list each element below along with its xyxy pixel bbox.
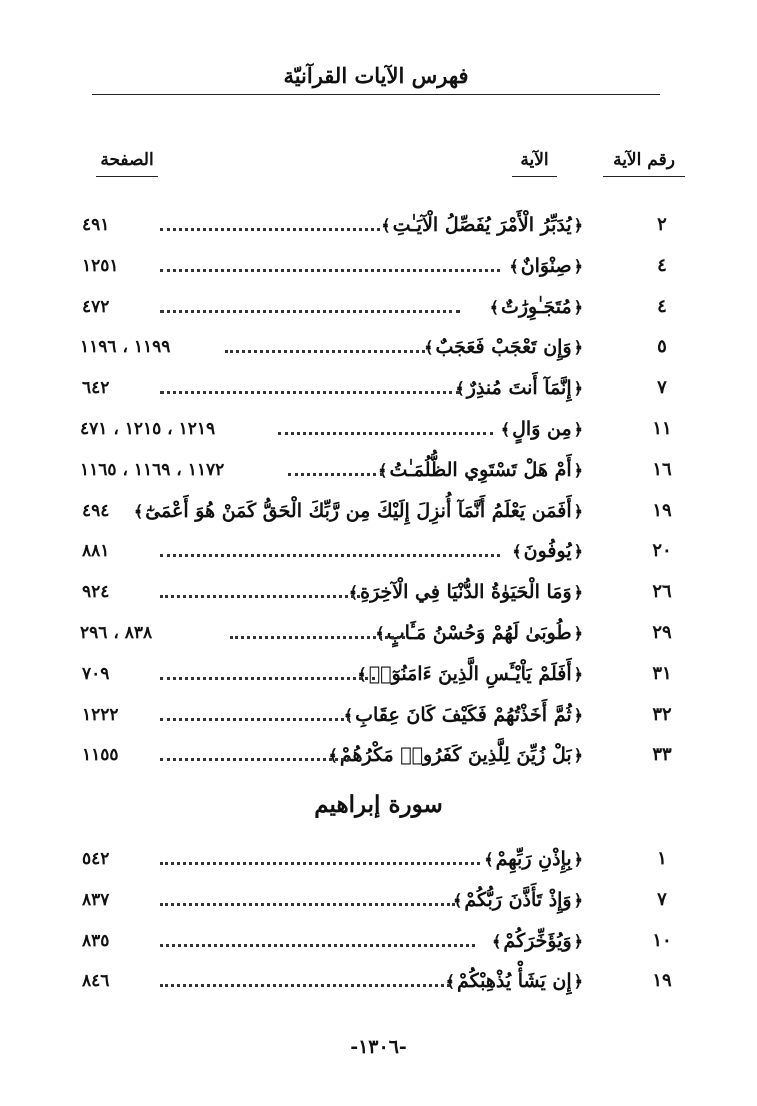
ayah-number: ١: [657, 848, 667, 869]
ayah-text: ﴿مُتَجَـٰوِرَٰتٌ﴾: [489, 295, 583, 318]
ayah-text: ﴿طُوبَىٰ لَهُمْ وَحُسْنُ مَـَٔابٍ﴾: [375, 621, 583, 644]
page-ref: ٨٨١: [82, 541, 110, 562]
ayah-text: ﴿أَفَمَن يَعْلَمُ أَنَّمَآ أُنزِلَ إِلَيْكَ مِن رَّبِّكَ الْحَقُّ كَمَنْ هُوَ أَعْمَىٰٓ﴾: [133, 499, 583, 522]
ayah-number: ٧: [657, 377, 667, 399]
ayah-text: ﴿وَإِن تَعْجَبْ فَعَجَبٌ﴾: [424, 336, 583, 359]
page-ref: ٥٤٢: [82, 849, 110, 869]
page-ref: ٦٤٢: [82, 378, 110, 399]
index-row: [0, 842, 757, 883]
ayah-text: ﴿مِن وَالٍ﴾: [500, 417, 583, 440]
ayah-number: ٢٦: [652, 581, 672, 603]
page-ref: ٨٣٨ ، ٢٩٦: [80, 622, 153, 643]
index-row: [0, 738, 757, 779]
ayah-number: ٣٢: [652, 703, 672, 725]
ayah-number: ٣١: [652, 662, 672, 684]
dot-leader: [160, 310, 460, 313]
ayah-number: ٢٩: [652, 621, 672, 643]
ayah-text: ﴿إِنَّمَآ أَنتَ مُنذِرٌ﴾: [455, 377, 583, 400]
index-list-section-1: [0, 208, 757, 779]
ayah-text: ﴿وَيُؤَخِّرَكُمْ﴾: [492, 929, 583, 952]
page-ref: ١٢٥١: [82, 255, 119, 276]
surah-title: سورة إبراهيم: [314, 791, 443, 818]
page-ref: ١٢٢٢: [82, 704, 119, 725]
dot-leader: [160, 862, 480, 865]
index-row: [0, 924, 757, 965]
page-ref: ١٢١٩ ، ١٢١٥ ، ٤٧١: [80, 418, 216, 439]
page-ref: ٨٤٦: [82, 971, 110, 992]
ayah-number: ١٦: [652, 458, 672, 480]
dot-leader: [160, 718, 350, 721]
page-ref: ١١٧٢ ، ١١٦٩ ، ١١٦٥: [80, 459, 225, 480]
column-header-page: الصفحة: [96, 146, 158, 177]
page-ref: ١١٥٥: [82, 745, 119, 766]
dot-leader: [160, 944, 475, 947]
column-header-ayah-number: رقم الآية: [603, 146, 685, 177]
index-list-section-2: [0, 842, 757, 1005]
index-row: [0, 883, 757, 924]
index-row: [0, 412, 757, 453]
index-row: [0, 453, 757, 494]
index-row: [0, 616, 757, 657]
index-row: [0, 371, 757, 412]
ayah-number: ٥: [657, 336, 667, 358]
page-number: -١٣٠٦-: [350, 1036, 407, 1058]
page-ref: ٧٠٩: [82, 663, 110, 684]
ayah-text: ﴿ثُمَّ أَخَذْتُهُمْ فَكَيْفَ كَانَ عِقَابِ﴾: [343, 703, 583, 726]
ayah-number: ١٠: [652, 929, 672, 951]
dot-leader: [160, 269, 500, 272]
column-header-ayah: الآية: [512, 146, 557, 177]
page-ref: ٨٣٥: [82, 930, 110, 951]
index-row: [0, 290, 757, 331]
dot-leader: [230, 636, 405, 639]
ayah-number: ٧: [657, 888, 667, 910]
dot-leader: [160, 903, 455, 906]
ayah-text: ﴿وَمَا الْحَيَوٰةُ الدُّنْيَا فِي الْآخِرَةِ﴾: [348, 581, 583, 604]
dot-leader: [288, 473, 383, 476]
index-row: [0, 698, 757, 739]
index-row: [0, 494, 757, 535]
page-ref: ٤٧٢: [82, 296, 110, 317]
index-row: [0, 249, 757, 290]
dot-leader: [160, 595, 360, 598]
index-row: [0, 657, 757, 698]
dot-leader: [278, 432, 493, 435]
ayah-number: ١٩: [652, 499, 672, 521]
page-ref: ٤٩١: [82, 215, 110, 235]
index-row: [0, 575, 757, 616]
page-ref: ٩٢٤: [82, 582, 110, 603]
page-ref: ٨٣٧: [82, 889, 110, 910]
index-row: [0, 208, 757, 249]
ayah-text: ﴿وَإِذْ تَأَذَّنَ رَبُّكُمْ﴾: [453, 888, 583, 911]
index-row: [0, 964, 757, 1005]
index-row: [0, 330, 757, 371]
page-ref: ٤٩٤: [82, 500, 110, 521]
ayah-number: ٤: [657, 295, 667, 317]
running-header: فهرس الآيات القرآنيّة: [92, 58, 660, 95]
ayah-number: ٣٣: [652, 744, 672, 766]
ayah-text: ﴿أَفَلَمْ يَاْيْـَٔسِ الَّذِينَ ءَامَنُوٓا۟﴾: [357, 662, 583, 685]
ayah-text: ﴿يُدَبِّرُ الْأَمْرَ يُفَصِّلُ الْآيَـٰتِ﴾: [381, 214, 583, 236]
ayah-number: ٢٠: [652, 540, 672, 562]
page-ref: ١١٩٩ ، ١١٩٦: [80, 337, 171, 358]
ayah-text: ﴿أَمْ هَلْ تَسْتَوِي الظُّلُمَـٰتُ﴾: [378, 458, 583, 481]
dot-leader: [160, 677, 375, 680]
ayah-text: ﴿يُوفُونَ﴾: [512, 540, 583, 563]
ayah-text: ﴿إِن يَشَأْ يُذْهِبْكُمْ﴾: [445, 970, 583, 993]
dot-leader: [160, 228, 380, 231]
ayah-number: ١٩: [652, 970, 672, 992]
index-row: [0, 534, 757, 575]
dot-leader: [160, 391, 460, 394]
dot-leader: [160, 554, 500, 557]
dot-leader: [160, 984, 450, 987]
dot-leader: [225, 350, 425, 353]
ayah-number: ١١: [652, 417, 672, 439]
dot-leader: [160, 758, 350, 761]
ayah-text: ﴿بِإِذْنِ رَبِّهِمْ﴾: [484, 848, 583, 870]
ayah-text: ﴿بَلْ زُيِّنَ لِلَّذِينَ كَفَرُوا۟ مَكْرُهُمْ﴾: [328, 744, 583, 767]
ayah-text: ﴿صِنْوَانٌ﴾: [509, 254, 583, 277]
ayah-number: ٤: [657, 254, 667, 276]
ayah-number: ٢: [657, 214, 667, 235]
